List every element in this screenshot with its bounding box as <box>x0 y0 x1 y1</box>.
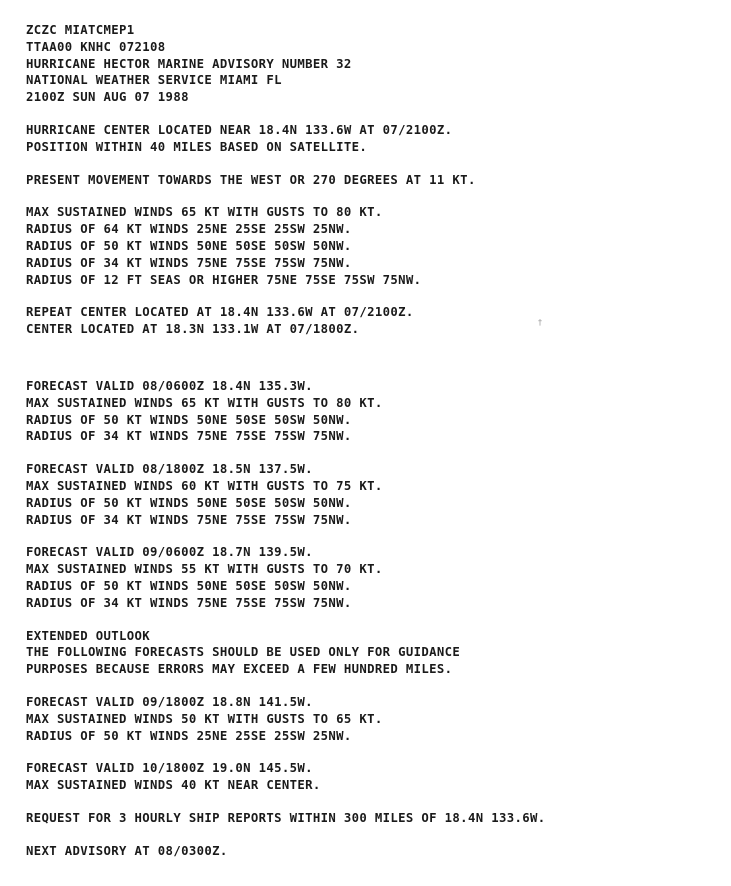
advisory-line: FORECAST VALID 10/1800Z 19.0N 145.5W. <box>26 761 313 776</box>
advisory-line: RADIUS OF 34 KT WINDS 75NE 75SE 75SW 75NW. <box>26 255 352 270</box>
advisory-line: PURPOSES BECAUSE ERRORS MAY EXCEED A FEW HUNDRED MILES. <box>26 662 453 677</box>
advisory-line: HURRICANE HECTOR MARINE ADVISORY NUMBER 32 <box>26 56 352 71</box>
advisory-line: MAX SUSTAINED WINDS 60 KT WITH GUSTS TO 75 KT. <box>26 478 383 493</box>
advisory-line: RADIUS OF 50 KT WINDS 50NE 50SE 50SW 50NW. <box>26 578 352 593</box>
advisory-line: FORECAST VALID 08/1800Z 18.5N 137.5W. <box>26 462 313 477</box>
advisory-section-winds <box>26 204 726 288</box>
advisory-line: FORECAST VALID 09/1800Z 18.8N 141.5W. <box>26 694 313 709</box>
advisory-section-repeat <box>26 304 726 338</box>
advisory-section-forecast-4 <box>26 694 726 744</box>
advisory-line: MAX SUSTAINED WINDS 65 KT WITH GUSTS TO 80 KT. <box>26 205 383 220</box>
advisory-line: RADIUS OF 34 KT WINDS 75NE 75SE 75SW 75NW. <box>26 595 352 610</box>
advisory-line: RADIUS OF 50 KT WINDS 25NE 25SE 25SW 25NW. <box>26 728 352 743</box>
scan-speck-mark: † <box>538 318 542 327</box>
advisory-section-forecast-2 <box>26 461 726 528</box>
advisory-line: MAX SUSTAINED WINDS 40 KT NEAR CENTER. <box>26 778 321 793</box>
advisory-line: 2100Z SUN AUG 07 1988 <box>26 90 189 105</box>
advisory-line: MAX SUSTAINED WINDS 65 KT WITH GUSTS TO 80 KT. <box>26 395 383 410</box>
advisory-line: CENTER LOCATED AT 18.3N 133.1W AT 07/1800Z. <box>26 322 360 337</box>
advisory-line: EXTENDED OUTLOOK <box>26 628 151 643</box>
advisory-line: RADIUS OF 34 KT WINDS 75NE 75SE 75SW 75NW. <box>26 429 352 444</box>
advisory-section-forecast-5 <box>26 760 726 794</box>
advisory-line: RADIUS OF 50 KT WINDS 50NE 50SE 50SW 50NW. <box>26 412 352 427</box>
advisory-line: MAX SUSTAINED WINDS 55 KT WITH GUSTS TO 70 KT. <box>26 562 383 577</box>
advisory-line: HURRICANE CENTER LOCATED NEAR 18.4N 133.6W AT 07/2100Z. <box>26 122 453 137</box>
advisory-line: FORECAST VALID 09/0600Z 18.7N 139.5W. <box>26 545 313 560</box>
advisory-section-movement <box>26 172 726 189</box>
advisory-line: PRESENT MOVEMENT TOWARDS THE WEST OR 270 DEGREES AT 11 KT. <box>26 172 476 187</box>
advisory-section-request <box>26 810 726 827</box>
advisory-line: RADIUS OF 50 KT WINDS 50NE 50SE 50SW 50NW. <box>26 495 352 510</box>
advisory-line: NEXT ADVISORY AT 08/0300Z. <box>26 843 228 858</box>
advisory-document <box>26 22 726 875</box>
advisory-line: RADIUS OF 12 FT SEAS OR HIGHER 75NE 75SE 75SW 75NW. <box>26 272 422 287</box>
advisory-line: TTAA00 KNHC 072108 <box>26 39 166 54</box>
advisory-section-center <box>26 122 726 156</box>
advisory-line: MAX SUSTAINED WINDS 50 KT WITH GUSTS TO 65 KT. <box>26 711 383 726</box>
advisory-line: FORECAST VALID 08/0600Z 18.4N 135.3W. <box>26 378 313 393</box>
advisory-section-forecast-3 <box>26 544 726 611</box>
advisory-line: THE FOLLOWING FORECASTS SHOULD BE USED ONLY FOR GUIDANCE <box>26 645 461 660</box>
advisory-line: RADIUS OF 64 KT WINDS 25NE 25SE 25SW 25NW. <box>26 222 352 237</box>
advisory-section-forecast-1 <box>26 378 726 445</box>
advisory-line: ZCZC MIATCMEP1 <box>26 23 135 37</box>
advisory-line: RADIUS OF 34 KT WINDS 75NE 75SE 75SW 75NW. <box>26 512 352 527</box>
advisory-section-extended-outlook <box>26 628 726 678</box>
advisory-line: NATIONAL WEATHER SERVICE MIAMI FL <box>26 73 282 88</box>
advisory-section-header <box>26 22 726 106</box>
advisory-line: REQUEST FOR 3 HOURLY SHIP REPORTS WITHIN 300 MILES OF 18.4N 133.6W. <box>26 810 546 825</box>
advisory-line: POSITION WITHIN 40 MILES BASED ON SATELLITE. <box>26 139 368 154</box>
advisory-line: RADIUS OF 50 KT WINDS 50NE 50SE 50SW 50NW. <box>26 238 352 253</box>
advisory-section-next <box>26 843 726 860</box>
advisory-line: REPEAT CENTER LOCATED AT 18.4N 133.6W AT 07/2100Z. <box>26 305 414 320</box>
